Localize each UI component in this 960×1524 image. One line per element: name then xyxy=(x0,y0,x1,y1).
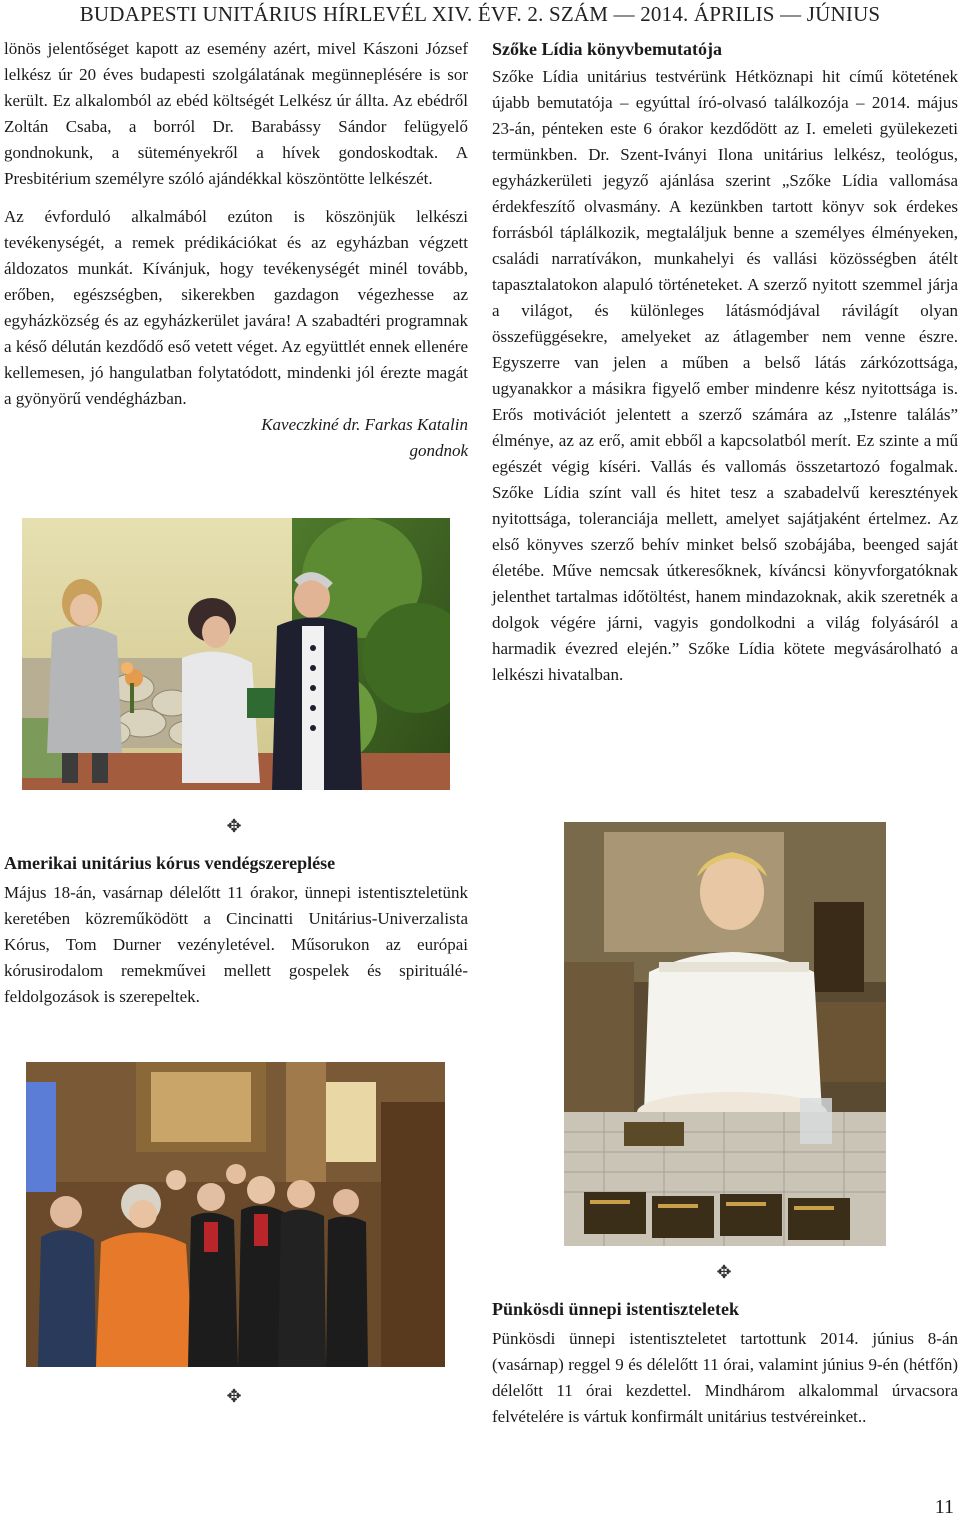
signature-name: Kaveczkiné dr. Farkas Katalin xyxy=(261,415,468,434)
photo-choir xyxy=(26,1062,445,1367)
ornament-icon: ✥ xyxy=(226,816,242,836)
left-article-continued xyxy=(4,36,468,464)
page-header: BUDAPESTI UNITÁRIUS HÍRLEVÉL XIV. ÉVF. 2. SZÁM — 2014. ÁPRILIS — JÚNIUS xyxy=(79,2,881,26)
pentecost-body: Pünkösdi ünnepi istentiszteletet tartottunk 2014. június 8-án (vasárnap) reggel 9 és délelőtt 11 órai, valamint június 9-én (hétfőn) délelőtt 11 órai kezdettel. Mindhárom alkalommal úrvacsora felvételére is vártuk konfirmált unitárius testvéreinket.. xyxy=(492,1329,958,1426)
ornament-icon: ✥ xyxy=(716,1262,732,1282)
choir-article xyxy=(4,850,468,1010)
book-title: Szőke Lídia könyvbemutatója xyxy=(492,39,723,59)
signature-role: gondnok xyxy=(409,441,468,460)
pentecost-title: Pünkösdi ünnepi istentiszteletek xyxy=(492,1299,740,1319)
photo-author xyxy=(564,822,886,1246)
page-number: 11 xyxy=(934,1496,954,1518)
choir-title: Amerikai unitárius kórus vendégszereplése xyxy=(4,853,336,873)
book-body: Szőke Lídia unitárius testvérünk Hétköznapi hit című kötetének újabb bemutatója – egyúttal író-olvasó találkozója – 2014. május 23-án, pénteken este 6 órakor kezdődött az I. emeleti gyülekezeti termünkben. Dr. Szent-Iványi Ilona unitárius lelkész, teológus, egyházkerületi jegyző ajánlása szerint „Szőke Lídia vallomása érdekfeszítő olvasmány. A kezünkben tartott könyv sok érdekes forrásból táplálkozik, megtaláljuk benne a személyes élményeken, családi narratívákon, munkahelyi és vallási közösségben átélt tapasztalatokon alapuló történeteket. A szerző nyitott szemmel járja a világot, és különleges látásmódjával rávilágít olyan összefüggésekre, amelyeket az átlagember nem venne észre. Egyszerre van jelen a műben a belső látás zárkózottsága, ugyanakkor a másikra figyelő ember mindenre kész nyitottsága is. Erős motivációt jelentett a szerző számára az „Istenre találás” élménye, az az erő, amit ebből a kapcsolatból merít. Ez szinte a mű egészét végig kíséri. Vallás és vallomás összetartozó fogalmak. Szőke Lídia színt vall és hitet tesz a szabadelvű keresztények nyitottsága, toleranciája mellett, amelyet sajátjaként értelmez. Az első könyves szerző behív minket belső szobájába, beenged saját életébe. Műve nemcsak útkeresőknek, kíváncsi könyvforgatóknak jelenthet tartalmas időtöltést, hanem mindazoknak, akik szeretnék a dolgok végére járni, vagyis gondolkodni a világ folyásáról a harmadik évezred elején.” Szőke Lídia kötete megvásárolható a lelkészi hivatalban. xyxy=(492,67,958,684)
paragraph-thanks: Az évforduló alkalmából ezúton is köszönjük lelkészi tevékenységét, a remek prédikációkat és az egyházban végzett áldozatos munkát. Kívánjuk, hogy tevékenységét minél tovább, erőben, egészségben, sikerekben gazdagon végezhesse az egyházközség és az egyházkerület javára! A szabadtéri programnak a késő délután kezdődő eső vetett véget. Az együttlét ennek ellenére kellemesen, jó hangulatban folytatódott, mindenki jól érezte magát a gyönyörű vendégházban. xyxy=(4,207,468,408)
choir-body: Május 18-án, vasárnap délelőtt 11 órakor, ünnepi istentiszteletünk keretében közreműködött a Cincinatti Unitárius-Univerzalista Kórus, Tom Durner vezényletével. Műsorukon az európai kórusirodalom remekművei mellett gospelek és spirituálé-feldolgozások is szerepeltek. xyxy=(4,883,468,1006)
paragraph-anniversary: lönös jelentőséget kapott az esemény azért, mivel Kászoni József lelkész úr 20 éves budapesti szolgálatának megünneplésére is sor került. Ez alkalomból az ebéd költségét Lelkész úr állta. Az ebédről Zoltán Csaba, a borról Dr. Barabássy Sándor felügyelő gondnokunk, a süteményekről a hívek gondoskodtak. A Presbitérium személyre szóló ajándékkal köszöntötte lelkészét. xyxy=(4,39,468,188)
photo-gift-ceremony xyxy=(22,518,450,790)
book-article xyxy=(492,36,958,688)
pentecost-article xyxy=(492,1296,958,1430)
ornament-icon: ✥ xyxy=(226,1386,242,1406)
